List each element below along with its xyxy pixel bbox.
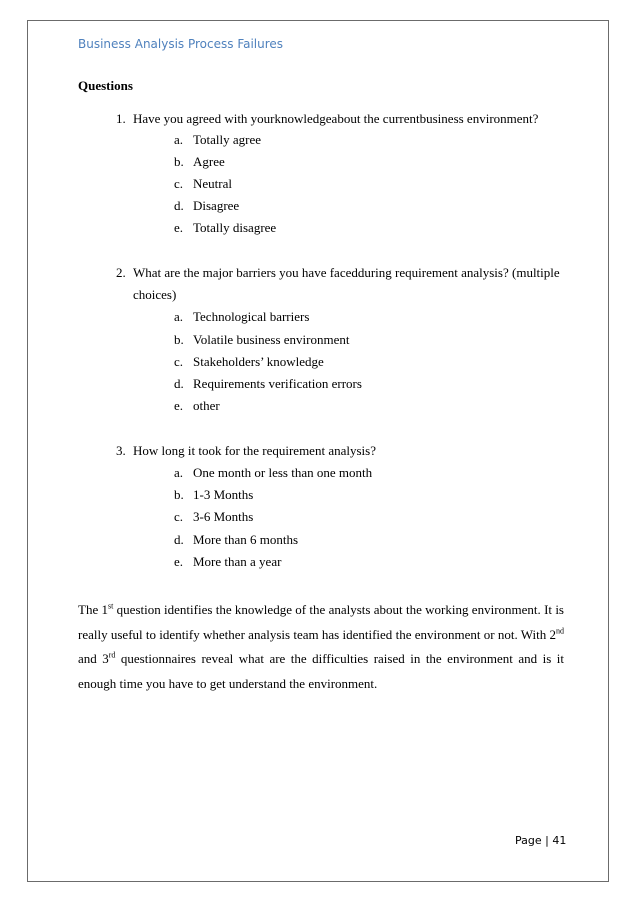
option-label: Requirements verification errors [193,376,362,391]
option-label: other [193,398,220,413]
question-text: How long it took for the requirement analysis? [133,443,376,458]
option-letter: e. [174,554,184,569]
option-letter: b. [174,332,184,347]
summary-text: question identifies the knowledge of the analysts about the working environment. It is really useful to identify whether analysis team has identified the environment or not. With 2 [78,602,564,642]
option-label: Volatile business environment [193,332,350,347]
summary-text: The 1 [78,602,109,617]
summary-text: and 3 [78,651,109,667]
option-letter: b. [174,154,184,169]
option-letter: a. [174,465,184,480]
option-label: One month or less than one month [193,465,373,480]
option-letter: a. [174,309,184,324]
summary-paragraph [78,598,564,697]
option-letter: d. [174,376,184,391]
option-letter: e. [174,398,184,413]
option-label: 1-3 Months [193,487,254,502]
ordinal-suffix: nd [556,626,564,636]
ordinal-suffix: rd [108,651,116,661]
option-letter: b. [174,487,184,502]
option-label: Stakeholders’ knowledge [193,354,324,369]
option-item [174,173,232,195]
option-item [174,373,362,395]
option-item [174,395,220,417]
option-item [174,462,372,484]
question-1 [116,108,564,130]
question-number: 3. [116,443,126,458]
option-label: Neutral [193,176,232,191]
question-text: What are the major barriers you have facedduring requirement analysis? (multiple choices) [133,265,560,302]
option-item [174,551,281,573]
option-item [174,329,349,351]
option-label: More than a year [193,554,282,569]
option-letter: c. [174,176,184,191]
option-item [174,506,253,528]
option-letter: a. [174,132,184,147]
option-label: Technological barriers [193,309,310,324]
running-header: Business Analysis Process Failures [78,37,284,51]
option-label: Totally agree [193,132,262,147]
question-2 [116,262,564,306]
question-3 [116,440,564,462]
summary-text: questionnaires reveal what are the difficulties raised in the environment and is it enough time you have to get understand the environment. [78,651,564,692]
option-item [174,351,324,373]
option-item [174,529,298,551]
option-item [174,195,239,217]
question-number: 1. [116,111,126,126]
option-item [174,217,276,239]
option-label: Agree [193,154,225,169]
option-letter: c. [174,509,184,524]
page-number: Page | 41 [515,834,567,847]
option-letter: c. [174,354,184,369]
section-title: Questions [78,78,133,93]
option-item [174,306,309,328]
option-item [174,151,225,173]
question-number: 2. [116,265,126,280]
option-label: More than 6 months [193,532,299,547]
option-label: Totally disagree [193,220,277,235]
option-item [174,129,261,151]
ordinal-suffix: st [108,601,114,611]
option-label: Disagree [193,198,240,213]
question-text: Have you agreed with yourknowledgeabout the currentbusiness environment? [133,111,539,126]
option-letter: d. [174,532,184,547]
option-letter: e. [174,220,184,235]
option-item [174,484,253,506]
option-label: 3-6 Months [193,509,254,524]
option-letter: d. [174,198,184,213]
